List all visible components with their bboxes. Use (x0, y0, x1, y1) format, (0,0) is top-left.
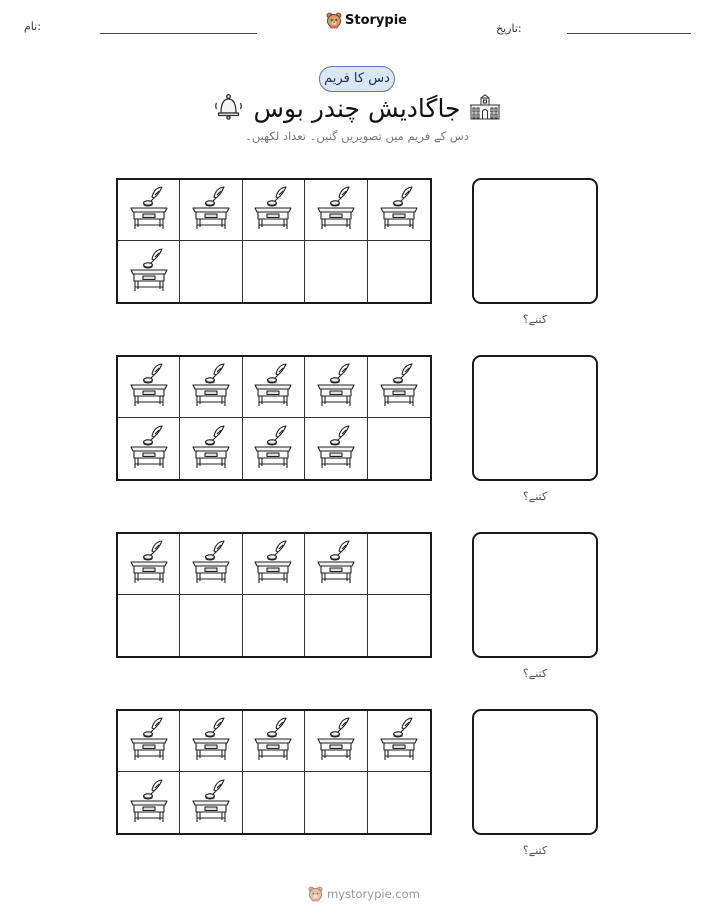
ten-frame-cell (118, 418, 180, 479)
writing-desk-icon (315, 363, 357, 411)
ten-frame-cell (118, 711, 180, 772)
ten-frame-cell (368, 772, 430, 833)
instruction-text: دس کے فریم میں تصویریں گنیں۔ تعداد لکھیں۔ (245, 129, 469, 143)
brand-logo (326, 12, 407, 29)
ten-frame-cell (180, 180, 242, 241)
ten-frame-cell (180, 595, 242, 656)
writing-desk-icon (315, 717, 357, 765)
ten-frame-cell (118, 595, 180, 656)
how-many-label: کتنے؟ (522, 313, 548, 326)
writing-desk-icon (252, 363, 294, 411)
writing-desk-icon (252, 425, 294, 473)
writing-desk-icon (190, 779, 232, 827)
ten-frame-cell (368, 595, 430, 656)
writing-desk-icon (128, 540, 170, 588)
writing-desk-icon (190, 363, 232, 411)
ten-frame (116, 178, 432, 304)
answer-box[interactable] (472, 709, 598, 835)
date-line[interactable] (567, 33, 691, 34)
how-many-label: کتنے؟ (522, 667, 548, 680)
bell-icon (215, 93, 242, 120)
ten-frame-cell (368, 357, 430, 418)
ten-frame-cell (180, 534, 242, 595)
date-label: تاریخ: (496, 22, 522, 35)
ten-frame-cell (180, 772, 242, 833)
ten-frame-cell (243, 534, 305, 595)
writing-desk-icon (252, 186, 294, 234)
ten-frame (116, 355, 432, 481)
ten-frame-cell (243, 418, 305, 479)
ten-frame-cell (118, 180, 180, 241)
ten-frame-cell (368, 180, 430, 241)
writing-desk-icon (190, 717, 232, 765)
ten-frame-cell (180, 418, 242, 479)
ten-frame-cell (243, 595, 305, 656)
writing-desk-icon (128, 248, 170, 296)
ten-frame-cell (243, 241, 305, 302)
footer-url: mystorypie.com (327, 887, 420, 901)
writing-desk-icon (315, 540, 357, 588)
writing-desk-icon (315, 425, 357, 473)
writing-desk-icon (128, 779, 170, 827)
writing-desk-icon (252, 717, 294, 765)
writing-desk-icon (190, 425, 232, 473)
ten-frame-cell (305, 180, 367, 241)
ten-frame-cell (180, 241, 242, 302)
ten-frame-cell (305, 241, 367, 302)
page-title: جاگادیش چندر بوس (253, 94, 461, 123)
bear-icon (308, 886, 323, 902)
answer-box[interactable] (472, 355, 598, 481)
ten-frame-cell (305, 418, 367, 479)
writing-desk-icon (378, 363, 420, 411)
ten-frame-cell (180, 357, 242, 418)
writing-desk-icon (128, 717, 170, 765)
ten-frame-cell (305, 534, 367, 595)
ten-frame-cell (305, 595, 367, 656)
ten-frame-cell (118, 534, 180, 595)
answer-box[interactable] (472, 178, 598, 304)
ten-frame-cell (305, 711, 367, 772)
ten-frame-cell (243, 711, 305, 772)
ten-frame-cell (118, 241, 180, 302)
ten-frame-cell (368, 418, 430, 479)
writing-desk-icon (378, 186, 420, 234)
how-many-label: کتنے؟ (522, 490, 548, 503)
ten-frame-cell (180, 711, 242, 772)
footer (308, 886, 420, 902)
writing-desk-icon (128, 363, 170, 411)
brand-name: Storypie (345, 13, 407, 28)
writing-desk-icon (128, 425, 170, 473)
how-many-label: کتنے؟ (522, 844, 548, 857)
writing-desk-icon (190, 186, 232, 234)
ten-frame-cell (368, 241, 430, 302)
ten-frame-cell (305, 772, 367, 833)
writing-desk-icon (128, 186, 170, 234)
ten-frame-cell (118, 357, 180, 418)
ten-frame (116, 532, 432, 658)
ten-frame-cell (368, 711, 430, 772)
writing-desk-icon (252, 540, 294, 588)
writing-desk-icon (190, 540, 232, 588)
ten-frame-cell (243, 357, 305, 418)
ten-frame-cell (243, 180, 305, 241)
writing-desk-icon (315, 186, 357, 234)
ten-frame-cell (118, 772, 180, 833)
name-line[interactable] (100, 33, 257, 34)
ten-frame (116, 709, 432, 835)
writing-desk-icon (378, 717, 420, 765)
ten-frame-cell (368, 534, 430, 595)
ten-frame-cell (243, 772, 305, 833)
name-label: نام: (24, 20, 41, 33)
bear-icon (326, 12, 342, 29)
answer-box[interactable] (472, 532, 598, 658)
topic-badge: دس کا فریم (319, 66, 395, 92)
ten-frame-cell (305, 357, 367, 418)
building-icon (469, 94, 501, 121)
